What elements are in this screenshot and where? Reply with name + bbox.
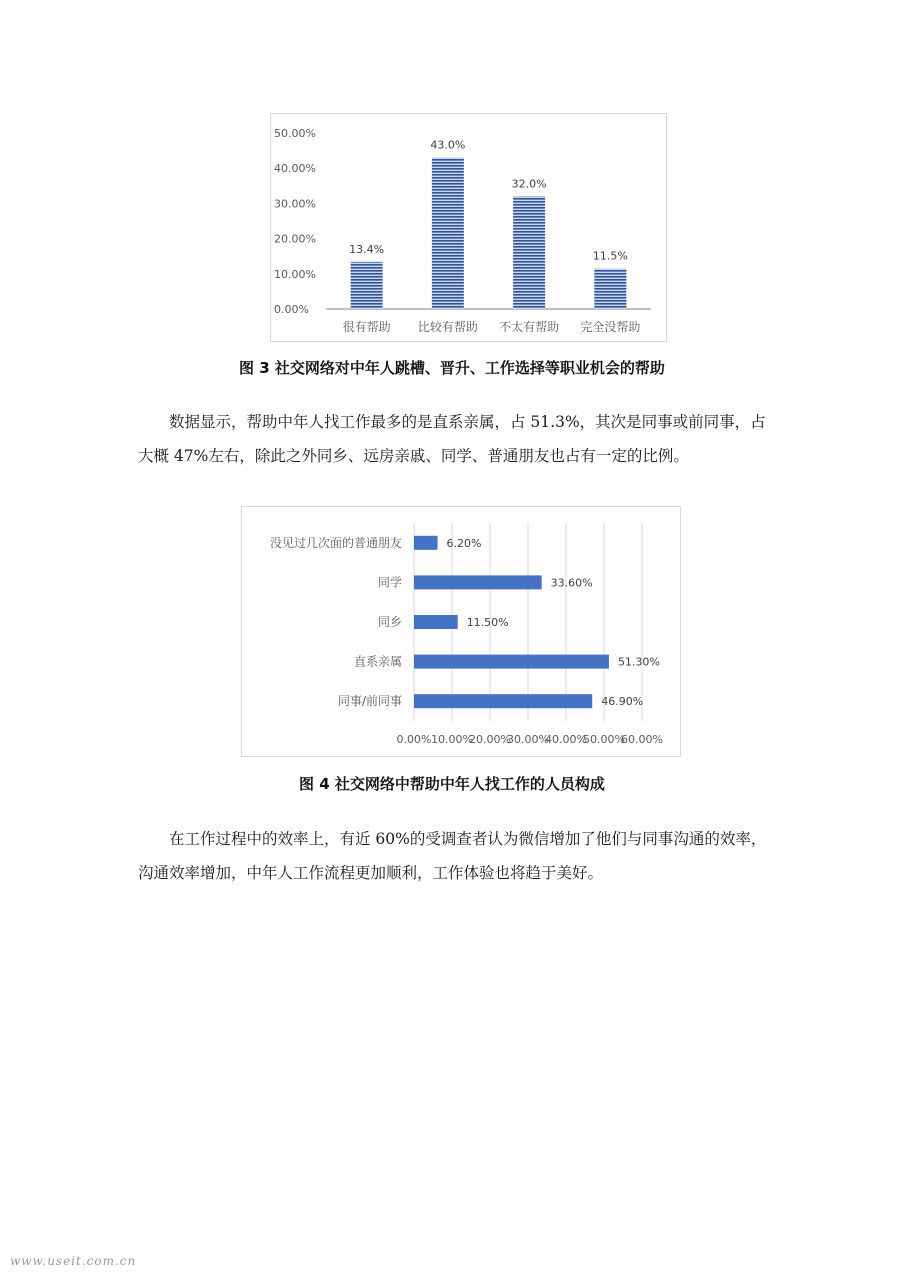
bar	[414, 575, 542, 589]
x-tick-label: 30.00%	[507, 733, 549, 746]
x-tick-label: 50.00%	[583, 733, 625, 746]
figure-3-caption: 图 3 社交网络对中年人跳槽、晋升、工作选择等职业机会的帮助	[239, 359, 665, 377]
x-tick-label: 0.00%	[396, 733, 432, 746]
bar	[414, 615, 458, 629]
x-tick-label: 完全没帮助	[580, 320, 641, 334]
figure-3-chart	[270, 113, 667, 342]
bar	[414, 694, 592, 708]
data-label: 51.30%	[617, 655, 660, 669]
data-label: 43.0%	[430, 138, 466, 152]
x-tick-label: 20.00%	[469, 733, 511, 746]
y-tick-label: 40.00%	[274, 162, 316, 176]
bar	[351, 262, 383, 309]
y-tick-label: 30.00%	[274, 197, 316, 211]
data-label: 32.0%	[511, 177, 547, 191]
bar	[513, 196, 545, 309]
data-label: 46.90%	[601, 695, 644, 709]
watermark: www.useit.com.cn	[10, 1254, 137, 1268]
figure-4-caption: 图 4 社交网络中帮助中年人找工作的人员构成	[299, 775, 605, 793]
bar	[594, 269, 626, 309]
figure-4-chart	[241, 506, 681, 757]
body-paragraph-2: 在工作过程中的效率上，有近 60%的受调查者认为微信增加了他们与同事沟通的效率，沟通效率增加，中年人工作流程更加顺利，工作体验也将趋于美好。	[138, 830, 767, 882]
y-tick-label: 0.00%	[274, 303, 309, 316]
body-paragraph-1: 数据显示，帮助中年人找工作最多的是直系亲属，占 51.3%，其次是同事或前同事，占大概 47%左右，除此之外同乡、远房亲戚、同学、普通朋友也占有一定的比例。	[138, 413, 766, 465]
bar	[414, 655, 609, 669]
y-tick-label: 20.00%	[274, 232, 316, 246]
y-tick-label: 同学	[377, 575, 402, 590]
data-label: 13.4%	[349, 242, 385, 256]
data-label: 6.20%	[446, 536, 482, 550]
x-tick-label: 10.00%	[431, 733, 473, 746]
bar	[414, 536, 438, 550]
x-tick-label: 60.00%	[621, 733, 663, 746]
y-tick-label: 没见过几次面的普通朋友	[269, 535, 402, 550]
y-tick-label: 10.00%	[274, 267, 316, 281]
data-label: 11.50%	[466, 616, 509, 629]
y-tick-label: 50.00%	[274, 127, 316, 140]
y-tick-label: 直系亲属	[353, 654, 402, 669]
x-tick-label: 40.00%	[545, 733, 587, 746]
x-tick-label: 比较有帮助	[417, 320, 478, 334]
data-label: 33.60%	[550, 576, 593, 590]
x-tick-label: 不太有帮助	[499, 320, 560, 334]
y-tick-label: 同事/前同事	[337, 694, 402, 709]
figure-4-svg	[242, 507, 680, 756]
data-label: 11.5%	[592, 249, 628, 263]
x-tick-label: 很有帮助	[342, 320, 391, 334]
figure-3-svg	[271, 114, 666, 341]
bar	[432, 158, 464, 309]
y-tick-label: 同乡	[377, 615, 402, 629]
